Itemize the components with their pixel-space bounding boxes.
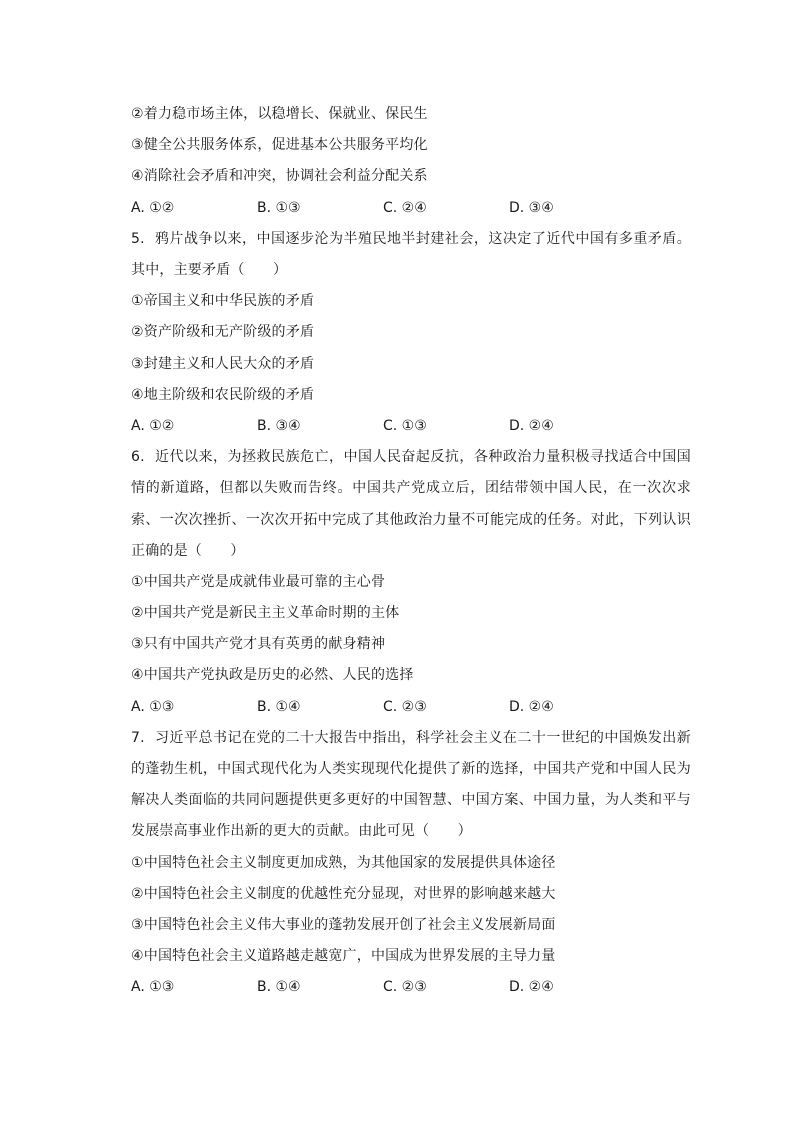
q6-choice-b[interactable]: B. ①④: [257, 698, 301, 715]
q6-number: 6.: [131, 449, 145, 466]
q7-number: 7.: [131, 729, 145, 746]
q7-option-4: ④中国特色社会主义道路越走越宽广，中国成为世界发展的主导力量: [131, 948, 556, 965]
q5-choice-a[interactable]: A. ①②: [131, 417, 175, 434]
q7-option-2: ②中国特色社会主义制度的优越性充分显现，对世界的影响越来越大: [131, 885, 556, 902]
q4-choice-b[interactable]: B. ①③: [257, 199, 301, 216]
q6-choice-c[interactable]: C. ②③: [383, 698, 427, 715]
q7-option-3: ③中国特色社会主义伟大事业的蓬勃发展开创了社会主义发展新局面: [131, 917, 556, 934]
q7-choice-b[interactable]: B. ①④: [257, 979, 301, 996]
q5-option-4: ④地主阶级和农民阶级的矛盾: [131, 386, 315, 403]
q4-choice-c[interactable]: C. ②④: [383, 199, 427, 216]
q7-choice-a[interactable]: A. ①③: [131, 979, 175, 996]
q6-choice-d[interactable]: D. ②④: [509, 698, 554, 715]
question-content: [131, 99, 691, 1004]
q6-option-1: ①中国共产党是成就伟业最可靠的主心骨: [131, 573, 386, 590]
question-4: [131, 99, 691, 224]
q7-stem-text: 习近平总书记在党的二十大报告中指出，科学社会主义在二十一世纪的中国焕发出新的蓬勃生机，中国式现代化为人类实现现代化提供了新的选择，中国共产党和中国人民为解决人类面临的共同问题提供更多更好的中国智慧、中国方案、中国力量，为人类和平与发展崇高事业作出新的更大的贡献。由此可见（ ）: [131, 729, 691, 840]
q4-option-4: ④消除社会矛盾和冲突，协调社会利益分配关系: [131, 168, 428, 185]
q5-choice-b[interactable]: B. ③④: [257, 417, 301, 434]
q5-choice-d[interactable]: D. ②④: [509, 417, 554, 434]
question-7: [131, 723, 691, 1004]
q5-stem: [131, 224, 691, 286]
q5-option-1: ①帝国主义和中华民族的矛盾: [131, 293, 315, 310]
q5-choices: [131, 411, 691, 442]
q5-choice-c[interactable]: C. ①③: [383, 417, 427, 434]
q6-option-3: ③只有中国共产党才具有英勇的献身精神: [131, 636, 386, 653]
q4-option-3: ③健全公共服务体系，促进基本公共服务平均化: [131, 137, 428, 154]
q4-choice-a[interactable]: A. ①②: [131, 199, 175, 216]
q6-stem-text: 近代以来，为拯救民族危亡，中国人民奋起反抗，各种政治力量积极寻找适合中国国情的新道路，但都以失败而告终。中国共产党成立后，团结带领中国人民，在一次次求索、一次次挫折、一次次开拓中完成了其他政治力量不可能完成的任务。对此，下列认识正确的是（ ）: [131, 449, 691, 559]
q5-option-3: ③封建主义和人民大众的矛盾: [131, 355, 315, 372]
q5-number: 5.: [131, 230, 145, 247]
q7-choice-c[interactable]: C. ②③: [383, 979, 427, 996]
q6-stem: [131, 442, 691, 567]
q6-choice-a[interactable]: A. ①③: [131, 698, 175, 715]
q4-choice-d[interactable]: D. ③④: [509, 199, 554, 216]
q4-option-2: ②着力稳市场主体，以稳增长、保就业、保民生: [131, 106, 428, 122]
q6-option-4: ④中国共产党执政是历史的必然、人民的选择: [131, 667, 414, 684]
q4-choices: [131, 193, 691, 224]
q7-option-1: ①中国特色社会主义制度更加成熟，为其他国家的发展提供具体途径: [131, 854, 556, 871]
q6-option-2: ②中国共产党是新民主主义革命时期的主体: [131, 605, 400, 622]
q5-option-2: ②资产阶级和无产阶级的矛盾: [131, 324, 315, 341]
q5-stem-text: 鸦片战争以来，中国逐步沦为半殖民地半封建社会，这决定了近代中国有多重矛盾。其中，主要矛盾（ ）: [131, 230, 691, 278]
question-5: [131, 224, 691, 442]
q7-choices: [131, 972, 691, 1003]
question-6: [131, 442, 691, 723]
q6-choices: [131, 692, 691, 723]
q7-choice-d[interactable]: D. ②④: [509, 979, 554, 996]
q7-stem: [131, 723, 691, 848]
